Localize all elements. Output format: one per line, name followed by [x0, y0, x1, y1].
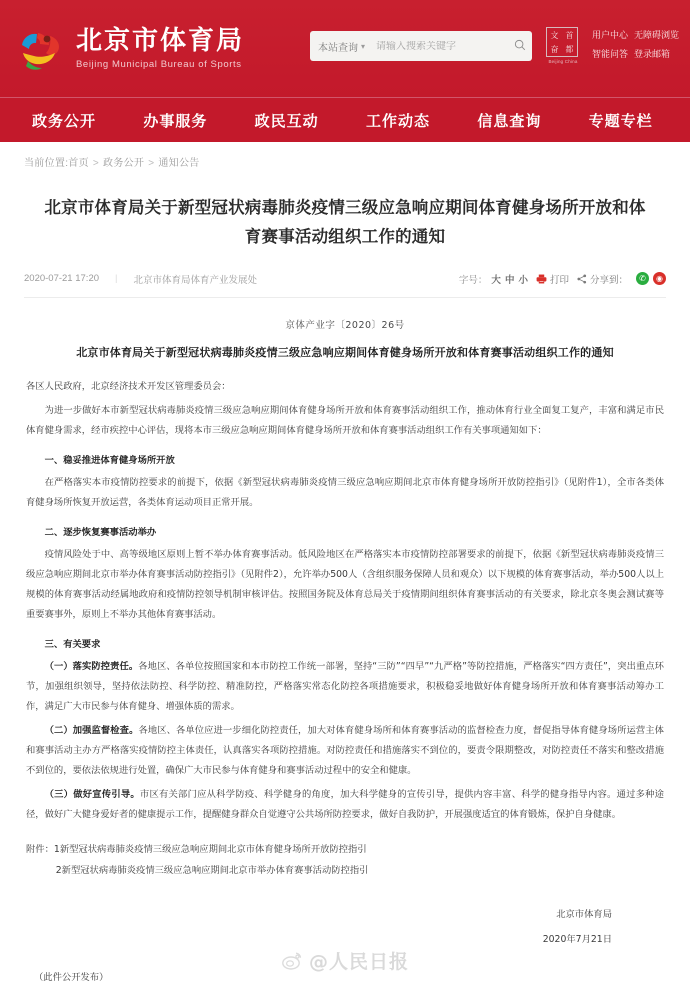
document-number: 京体产业字〔2020〕26号	[285, 319, 405, 331]
breadcrumb-separator: >	[92, 158, 100, 169]
subsection-3-text: 市区有关部门应从科学防疫、科学健身的角度，加大科学健身的宣传引导，提供内容丰富、科学的健身指导内容。通过多种途径，做好广大健身爱好者的健康提示工作，提醒健身群众自觉遵守公共场所防控要求，做好自我防护，开展强度适宜的体育锻炼，保护自身健康。	[26, 788, 664, 820]
signature-org: 北京市体育局	[556, 909, 612, 921]
breadcrumb-item-home[interactable]: 首页	[68, 158, 89, 169]
site-header	[0, 0, 690, 97]
salutation: 各区人民政府，北京经济技术开发区管理委员会：	[26, 381, 231, 393]
subsection-2-lead: （二）加强监督检查。	[44, 724, 139, 736]
section-3-subsection-3	[26, 785, 664, 825]
public-release-note: （此件公开发布）	[34, 971, 109, 983]
capital-window-seal[interactable]	[546, 27, 580, 69]
subsection-2-text: 各地区、各单位应进一步细化防控责任，加大对体育健身场所和体育赛事活动的监督检查力度，督促指导体育健身场所运营主体和赛事活动主办方严格落实疫情防控主体责任，认真落实各项防控措施。对防控责任和措施落实不到位的，要责令限期整改，对防控责任不落实和整改措施不到位的，要依法依规进行处置，确保广大市民参与体育健身和赛事活动过程中的安全和健康。	[26, 724, 664, 776]
section-heading-2: 二、逐步恢复赛事活动举办	[44, 526, 157, 538]
attachment-item-1	[26, 839, 664, 860]
article-body	[0, 298, 690, 988]
attachment-item-2[interactable]: 2新型冠状病毒肺炎疫情三级应急响应期间北京市举办体育赛事活动防控指引	[55, 865, 369, 877]
nav-item-work-updates[interactable]: 工作动态	[365, 111, 430, 130]
brand-title-en: Beijing Municipal Bureau of Sports	[76, 59, 242, 71]
section-3-subsection-1	[26, 657, 664, 717]
quick-link-user-center[interactable]: 用户中心	[592, 30, 629, 40]
search-icon	[514, 39, 526, 54]
seal-char-4: 都	[565, 44, 574, 54]
nav-item-services[interactable]: 办事服务	[143, 111, 208, 130]
breadcrumb-separator: >	[148, 158, 155, 169]
attachments-label: 附件：	[26, 843, 54, 855]
attachment-1-title[interactable]: 1新型冠状病毒肺炎疫情三级应急响应期间北京市体育健身场所开放防控指引	[53, 843, 367, 855]
page-title: 北京市体育局关于新型冠状病毒肺炎疫情三级应急响应期间体育健身场所开放和体育赛事活动组织工作的通知	[44, 198, 646, 246]
search-button[interactable]	[512, 39, 528, 54]
share-icon	[577, 274, 587, 284]
chevron-down-icon: ▾	[361, 41, 366, 51]
weibo-icon: ◉	[656, 273, 663, 283]
search-scope-label: 本站查询	[318, 42, 358, 54]
font-size-large[interactable]: 大	[491, 274, 501, 286]
print-button[interactable]	[536, 272, 569, 286]
subsection-1-text: 各地区、各单位按照国家和本市防控工作统一部署，坚持“三防”“四早”“九严格”等防控措施，严格落实“四方责任”，突出重点环节，加强组织领导，坚持依法防控、科学防控、精准防控，严格落实常态化防控各项措施要求，积极稳妥地做好体育健身场所开放和体育赛事活动筹办工作，满足广大市民参与体育健身、增强体质的需求。	[26, 660, 664, 712]
wechat-icon: ✆	[639, 273, 646, 283]
quick-link-smart-qa[interactable]: 智能问答	[592, 49, 629, 59]
printer-icon	[536, 274, 547, 284]
section-heading-3: 三、有关要求	[44, 638, 101, 650]
section-3-subsection-2	[26, 721, 664, 781]
article-meta-bar	[24, 272, 666, 298]
wechat-share-button[interactable]	[636, 272, 649, 285]
section-2-paragraph-1: 疫情风险处于中、高等级地区原则上暂不举办体育赛事活动。低风险地区在严格落实本市疫情防控部署要求的前提下，依据《新型冠状病毒肺炎疫情三级应急响应期间北京市举办体育赛事活动防控指引》（见附件2），允许举办500人（含组织服务保障人员和观众）以下规模的体育赛事活动，举办500人以上规模的体育赛事活动经属地政府和疫情防控领导机制审核评估。按照国务院及体育总局关于疫情期间组织体育赛事活动的有关要求，除北京冬奥会测试赛等重要赛事外，原则上不举办其他体育赛事活动。	[26, 548, 664, 620]
font-size-control	[459, 272, 528, 286]
nav-item-interaction[interactable]: 政民互动	[254, 111, 319, 130]
seal-char-3: 奋	[550, 44, 559, 54]
weibo-share-button[interactable]	[653, 272, 666, 285]
section-heading-1: 一、稳妥推进体育健身场所开放	[44, 454, 175, 466]
quick-link-mail-login[interactable]: 登录邮箱	[634, 49, 671, 59]
seal-char-2: 首	[565, 30, 574, 40]
nav-item-special-columns[interactable]: 专题专栏	[588, 111, 653, 130]
article-header	[0, 169, 690, 252]
search-input[interactable]	[372, 41, 512, 52]
share-control	[577, 272, 628, 286]
subsection-3-lead: （三）做好宣传引导。	[44, 788, 140, 800]
breadcrumb	[0, 142, 690, 169]
article-source: 北京市体育局体育产业发展处	[133, 274, 257, 286]
site-brand[interactable]	[14, 23, 244, 75]
social-share-buttons	[636, 272, 666, 285]
article-meta-tools	[459, 272, 666, 286]
quick-link-accessibility[interactable]: 无障碍浏览	[634, 30, 680, 40]
search-bar[interactable]	[310, 31, 532, 61]
intro-paragraph: 为进一步做好本市新型冠状病毒肺炎疫情三级应急响应期间体育健身场所开放和体育赛事活动组织工作，推动体育行业全面复工复产，丰富和满足市民体育健身需求，经市疾控中心评估，现将本市三级应急响应期间体育健身场所开放和体育赛事活动组织工作有关事项通知如下：	[26, 405, 664, 436]
publish-date: 2020-07-21 17:20	[24, 273, 100, 285]
header-quick-links	[592, 28, 684, 60]
seal-icon	[546, 27, 578, 57]
font-size-small[interactable]: 小	[518, 274, 528, 286]
seal-char-1: 文	[550, 30, 559, 40]
font-size-label: 字号：	[458, 274, 488, 286]
share-label: 分享到：	[589, 274, 628, 286]
watermark-text: @人民日报	[308, 950, 409, 973]
main-navigation	[0, 97, 690, 142]
brand-title-cn: 北京市体育局	[76, 25, 245, 56]
subsection-1-lead: （一）落实防控责任。	[44, 660, 139, 672]
document-title: 北京市体育局关于新型冠状病毒肺炎疫情三级应急响应期间体育健身场所开放和体育赛事活动组织工作的通知	[76, 346, 614, 360]
breadcrumb-item-announcements[interactable]: 通知公告	[158, 158, 200, 169]
meta-divider: |	[115, 273, 118, 285]
nav-item-information-query[interactable]: 信息查询	[477, 111, 542, 130]
nav-item-government-affairs[interactable]: 政务公开	[32, 111, 97, 130]
font-size-medium[interactable]: 中	[504, 274, 515, 286]
breadcrumb-prefix: 当前位置:	[24, 158, 69, 169]
signature-block	[26, 903, 664, 951]
signature-date: 2020年7月21日	[542, 933, 612, 945]
seal-caption: Beijing China	[548, 59, 578, 64]
print-label: 打印	[549, 274, 569, 286]
attachments-block	[26, 839, 664, 882]
sports-emblem-icon	[14, 23, 66, 75]
search-scope-dropdown[interactable]	[318, 39, 372, 54]
section-1-paragraph-1: 在严格落实本市疫情防控要求的前提下，依据《新型冠状病毒肺炎疫情三级应急响应期间北京市体育健身场所开放防控指引》（见附件1），全市各类体育健身场所恢复开放运营，各类体育运动项目正常开展。	[26, 476, 664, 508]
breadcrumb-item-government-affairs[interactable]: 政务公开	[103, 158, 145, 169]
